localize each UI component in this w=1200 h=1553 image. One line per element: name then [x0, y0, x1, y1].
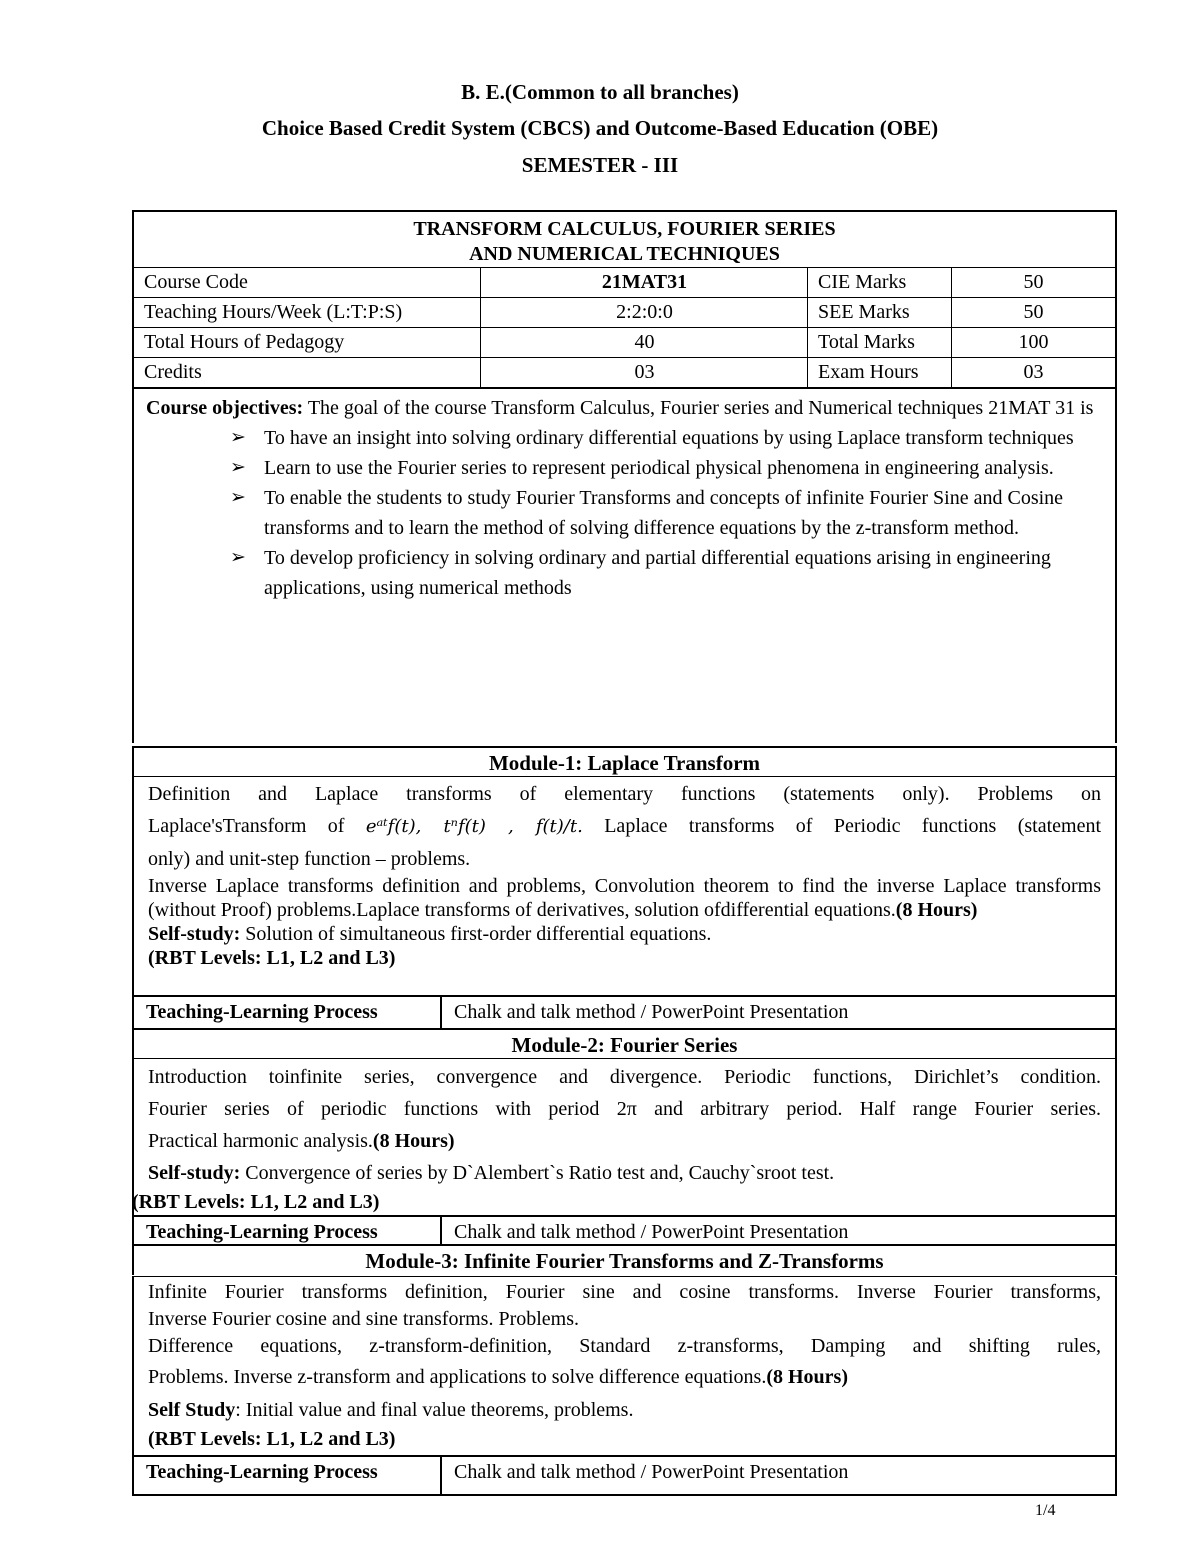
module-3-body	[132, 1276, 1117, 1456]
header-line-1: B. E.(Common to all branches)	[461, 80, 739, 104]
info-value-2: 03	[951, 358, 1115, 387]
info-label-2: SEE Marks	[807, 298, 952, 327]
module-1-text-line: Laplace'sTransform of eᵃᵗf(t), tⁿf(t) , f(t)/t. Laplace transforms of Periodic functions (statement	[148, 815, 1102, 837]
page-number: 1/4	[1035, 1502, 1056, 1519]
module-3-text-line: Inverse Fourier cosine and sine transforms. Problems.	[148, 1308, 580, 1330]
module-3-teaching-process: Teaching-Learning Process Chalk and talk method / PowerPoint Presentation	[132, 1455, 1117, 1495]
info-row-teaching-hours	[132, 297, 1117, 327]
info-label-2: Exam Hours	[807, 358, 952, 387]
module-3-text-line: Problems. Inverse z-transform and applications to solve difference equations.(8 Hours)	[148, 1366, 849, 1388]
arrow-bullet-icon: ➢	[230, 457, 246, 478]
objective-item: ➢ To have an insight into solving ordinary differential equations by using Laplace transform techniques	[230, 423, 1103, 453]
module-1-text-line: Definition and Laplace transforms of elementary functions (statements only). Problems on	[148, 783, 1101, 805]
info-row-total-hours	[132, 327, 1117, 357]
module-2-teaching-process: Teaching-Learning Process Chalk and talk method / PowerPoint Presentation	[132, 1215, 1117, 1245]
info-value: 21MAT31	[480, 268, 808, 297]
arrow-bullet-icon: ➢	[230, 427, 246, 448]
info-label: Teaching Hours/Week (L:T:P:S)	[144, 301, 403, 323]
info-label: Credits	[144, 361, 202, 383]
course-objectives	[132, 387, 1117, 743]
info-value-2: 100	[951, 328, 1115, 357]
module-2-title: Module-2: Fourier Series	[132, 1028, 1117, 1059]
info-value-2: 50	[951, 268, 1115, 297]
module-1-title: Module-1: Laplace Transform	[132, 746, 1117, 777]
module-1-text-line: only) and unit-step function – problems.	[148, 848, 471, 870]
module-1-rbt: (RBT Levels: L1, L2 and L3)	[148, 947, 396, 969]
module-1-paragraph: Inverse Laplace transforms definition and problems, Convolution theorem to find the inverse Laplace transforms (without Proof) problems.Laplace transforms of derivatives, solution ofdifferential equations.(8 Hours)	[148, 875, 1101, 921]
arrow-bullet-icon: ➢	[230, 547, 246, 568]
header-line-2: Choice Based Credit System (CBCS) and Outcome-Based Education (OBE)	[261, 116, 939, 140]
module-2-self-study: Self-study: Convergence of series by D`Alembert`s Ratio test and, Cauchy`sroot test.	[148, 1162, 835, 1184]
module-3-text-line: Infinite Fourier transforms definition, Fourier sine and cosine transforms. Inverse Fourier transforms,	[148, 1281, 1101, 1303]
module-2-rbt: (RBT Levels: L1, L2 and L3)	[132, 1191, 380, 1213]
course-title-line-2: AND NUMERICAL TECHNIQUES	[469, 243, 780, 265]
objectives-list	[146, 423, 1103, 603]
module-1-teaching-process: Teaching-Learning Process Chalk and talk method / PowerPoint Presentation	[132, 995, 1117, 1028]
module-2-body	[132, 1058, 1117, 1216]
module-2-text-line: Fourier series of periodic functions with period 2π and arbitrary period. Half range Fourier series.	[148, 1098, 1101, 1120]
objectives-lead: The goal of the course Transform Calculus, Fourier series and Numerical techniques 21MAT 31 is	[303, 397, 1094, 419]
header-line-3: SEMESTER - III	[521, 153, 679, 177]
info-row-course-code	[132, 267, 1117, 297]
objectives-label: Course objectives:	[146, 397, 304, 419]
info-label: Total Hours of Pedagogy	[144, 331, 345, 353]
module-2-text-line: Practical harmonic analysis.(8 Hours)	[148, 1130, 455, 1152]
module-3-rbt: (RBT Levels: L1, L2 and L3)	[148, 1428, 396, 1450]
table-bottom-border	[132, 1494, 1117, 1496]
arrow-bullet-icon: ➢	[230, 487, 246, 508]
info-value-2: 50	[951, 298, 1115, 327]
course-title-line-1: TRANSFORM CALCULUS, FOURIER SERIES	[413, 218, 836, 240]
info-value: 03	[480, 358, 808, 387]
laplace-formula: eᵃᵗf(t), tⁿf(t) , f(t)/t.	[365, 816, 583, 837]
info-row-credits	[132, 357, 1117, 387]
module-3-title: Module-3: Infinite Fourier Transforms and Z-Transforms	[132, 1244, 1117, 1275]
module-3-text-line: Difference equations, z-transform-definition, Standard z-transforms, Damping and shifting rules,	[148, 1335, 1101, 1357]
info-value: 2:2:0:0	[480, 298, 808, 327]
module-3-self-study: Self Study: Initial value and final value theorems, problems.	[148, 1399, 634, 1421]
info-label-2: CIE Marks	[807, 268, 952, 297]
module-1-body	[132, 776, 1117, 996]
objective-item: ➢ To enable the students to study Fourier Transforms and concepts of infinite Fourier Sine and Cosine transforms and to learn the method of solving difference equations by the z-transform method.	[230, 483, 1103, 543]
module-1-self-study: Self-study: Solution of simultaneous first-order differential equations.	[148, 923, 712, 945]
info-value: 40	[480, 328, 808, 357]
module-2-text-line: Introduction toinfinite series, convergence and divergence. Periodic functions, Dirichlet’s condition.	[148, 1066, 1101, 1088]
info-label: Course Code	[144, 271, 248, 293]
objective-item: ➢ To develop proficiency in solving ordinary and partial differential equations arising in engineering applications, using numerical methods	[230, 543, 1103, 603]
info-label-2: Total Marks	[807, 328, 952, 357]
objective-item: ➢ Learn to use the Fourier series to represent periodical physical phenomena in engineering analysis.	[230, 453, 1103, 483]
course-title	[132, 210, 1117, 268]
